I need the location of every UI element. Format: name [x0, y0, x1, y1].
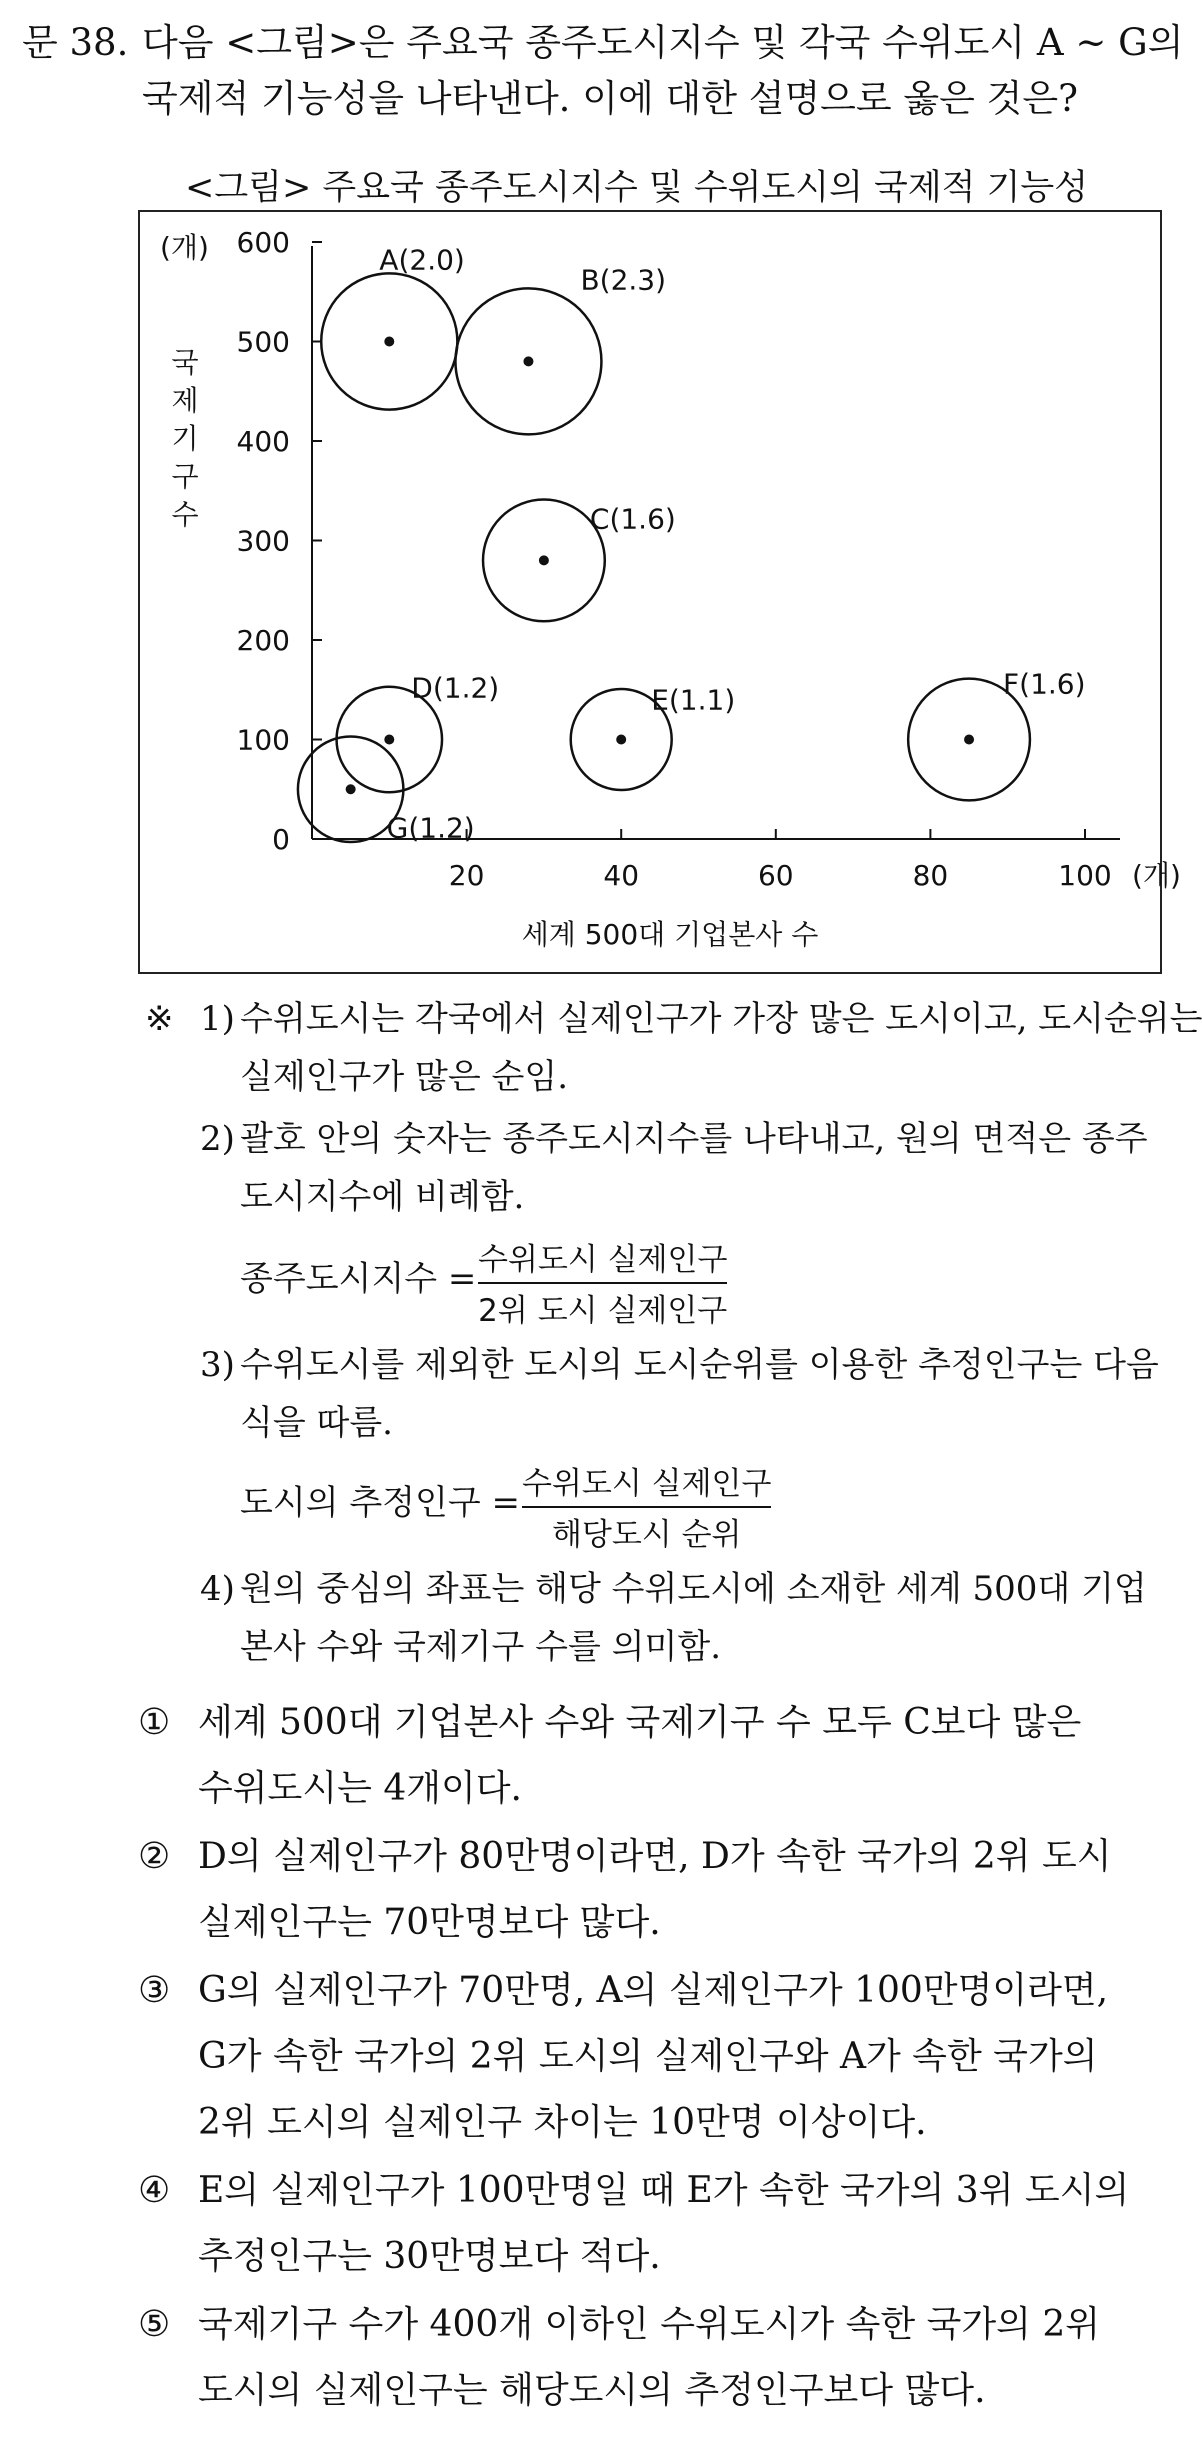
option-1-line-2[interactable]: 수위도시는 4개이다.: [198, 1768, 522, 1809]
figure-title: <그림> 주요국 종주도시지수 및 수위도시의 국제적 기능성: [185, 168, 1089, 208]
note-4-line-1: 원의 중심의 좌표는 해당 수위도시에 소재한 세계 500대 기업: [240, 1569, 1147, 1609]
note-3-line-2: 식을 따름.: [240, 1403, 393, 1443]
fraction-bar: [478, 1282, 727, 1284]
formula-2-lhs: 도시의 추정인구 =: [240, 1483, 521, 1523]
formula-1-numerator: 수위도시 실제인구: [478, 1242, 728, 1278]
x-tick-label: 20: [448, 859, 485, 892]
x-tick-label: 80: [912, 859, 949, 892]
bubble-label: A(2.0): [379, 243, 465, 277]
option-4-line-1[interactable]: E의 실제인구가 100만명일 때 E가 속한 국가의 3위 도시의: [198, 2170, 1130, 2211]
note-3-number: 3): [200, 1345, 235, 1385]
x-tick-label: 40: [603, 859, 640, 892]
note-4-line-2: 본사 수와 국제기구 수를 의미함.: [240, 1627, 722, 1667]
note-4-number: 4): [200, 1569, 235, 1609]
bubble-chart: [140, 212, 1181, 972]
y-axis-title-char: 구: [171, 460, 199, 493]
x-tick-label: 100: [1058, 859, 1112, 892]
note-mark: ※: [145, 999, 174, 1039]
option-2-line-1[interactable]: D의 실제인구가 80만명이라면, D가 속한 국가의 2위 도시: [198, 1836, 1112, 1877]
option-5-line-2[interactable]: 도시의 실제인구는 해당도시의 추정인구보다 많다.: [198, 2370, 986, 2411]
option-5-marker[interactable]: ⑤: [138, 2304, 171, 2345]
y-tick-label: 400: [236, 425, 290, 458]
chart-frame: [138, 210, 1181, 974]
question-line-1: 다음 <그림>은 주요국 종주도시지수 및 각국 수위도시 A ~ G의: [142, 21, 1184, 64]
bubble-center-dot: [616, 735, 626, 745]
note-1-line-2: 실제인구가 많은 순임.: [240, 1057, 569, 1097]
bubble-label: C(1.6): [589, 502, 676, 536]
y-axis-title-char: 수: [171, 498, 199, 531]
y-tick-label: 300: [236, 524, 290, 558]
bubble-series: [298, 244, 1086, 845]
x-unit-label: (개): [1132, 859, 1181, 892]
question-line-2: 국제적 기능성을 나타낸다. 이에 대한 설명으로 옳은 것은?: [142, 77, 1078, 120]
bubble-label: D(1.2): [411, 671, 500, 705]
option-3-line-2[interactable]: G가 속한 국가의 2위 도시의 실제인구와 A가 속한 국가의: [198, 2036, 1098, 2077]
y-tick-label: 500: [236, 325, 290, 359]
option-2-marker[interactable]: ②: [138, 1836, 171, 1877]
option-2-line-2[interactable]: 실제인구는 70만명보다 많다.: [198, 1902, 661, 1943]
y-tick-label: 100: [236, 723, 290, 757]
option-1-marker[interactable]: ①: [138, 1702, 171, 1743]
x-tick-label: 60: [757, 859, 794, 892]
option-3-line-1[interactable]: G의 실제인구가 70만명, A의 실제인구가 100만명이라면,: [198, 1970, 1109, 2011]
bubble-center-dot: [384, 337, 394, 347]
y-tick-label: 200: [236, 624, 290, 657]
option-3-line-3[interactable]: 2위 도시의 실제인구 차이는 10만명 이상이다.: [198, 2102, 927, 2143]
y-axis-title-char: 제: [171, 384, 199, 417]
bubble-label: G(1.2): [386, 811, 475, 845]
formula-2-numerator: 수위도시 실제인구: [522, 1466, 772, 1502]
formula-2-denominator: 해당도시 순위: [551, 1517, 742, 1553]
y-tick-label: 0: [272, 823, 290, 856]
bubble-center-dot: [523, 356, 533, 366]
question-number: 문 38.: [22, 21, 129, 64]
y-axis-title-char: 국: [171, 346, 199, 379]
note-3-line-1: 수위도시를 제외한 도시의 도시순위를 이용한 추정인구는 다음: [240, 1345, 1159, 1385]
bubble-label: F(1.6): [1003, 667, 1086, 701]
bubble-center-dot: [384, 735, 394, 745]
x-axis-title: 세계 500대 기업본사 수: [521, 918, 819, 951]
formula-1-fraction: [478, 1234, 727, 1330]
bubble-center-dot: [964, 735, 974, 745]
bubble-label: B(2.3): [580, 263, 667, 297]
option-1-line-1[interactable]: 세계 500대 기업본사 수와 국제기구 수 모두 C보다 많은: [198, 1702, 1082, 1743]
option-4-line-2[interactable]: 추정인구는 30만명보다 적다.: [198, 2236, 661, 2277]
formula-1-lhs: 종주도시지수 =: [240, 1259, 477, 1299]
note-1-line-1: 수위도시는 각국에서 실제인구가 가장 많은 도시이고, 도시순위는: [240, 999, 1202, 1039]
option-3-marker[interactable]: ③: [138, 1970, 171, 2011]
y-axis-ticks: [237, 226, 322, 856]
bubble-center-dot: [346, 784, 356, 794]
y-axis-title-char: 기: [171, 422, 199, 455]
bubble-label: E(1.1): [651, 683, 736, 717]
note-2-line-2: 도시지수에 비례함.: [240, 1177, 525, 1217]
formula-2-fraction: [522, 1458, 771, 1554]
note-2-line-1: 괄호 안의 숫자는 종주도시지수를 나타내고, 원의 면적은 종주: [240, 1119, 1148, 1159]
note-1-number: 1): [200, 999, 235, 1039]
fraction-bar: [522, 1506, 771, 1508]
option-5-line-1[interactable]: 국제기구 수가 400개 이하인 수위도시가 속한 국가의 2위: [198, 2304, 1101, 2345]
formula-1-denominator: 2위 도시 실제인구: [478, 1293, 728, 1329]
y-tick-label: 600: [236, 226, 290, 259]
bubble-center-dot: [539, 555, 549, 565]
option-4-marker[interactable]: ④: [138, 2170, 171, 2211]
y-axis-title: [171, 346, 198, 531]
note-2-number: 2): [200, 1119, 235, 1159]
y-unit-label: (개): [160, 231, 209, 264]
